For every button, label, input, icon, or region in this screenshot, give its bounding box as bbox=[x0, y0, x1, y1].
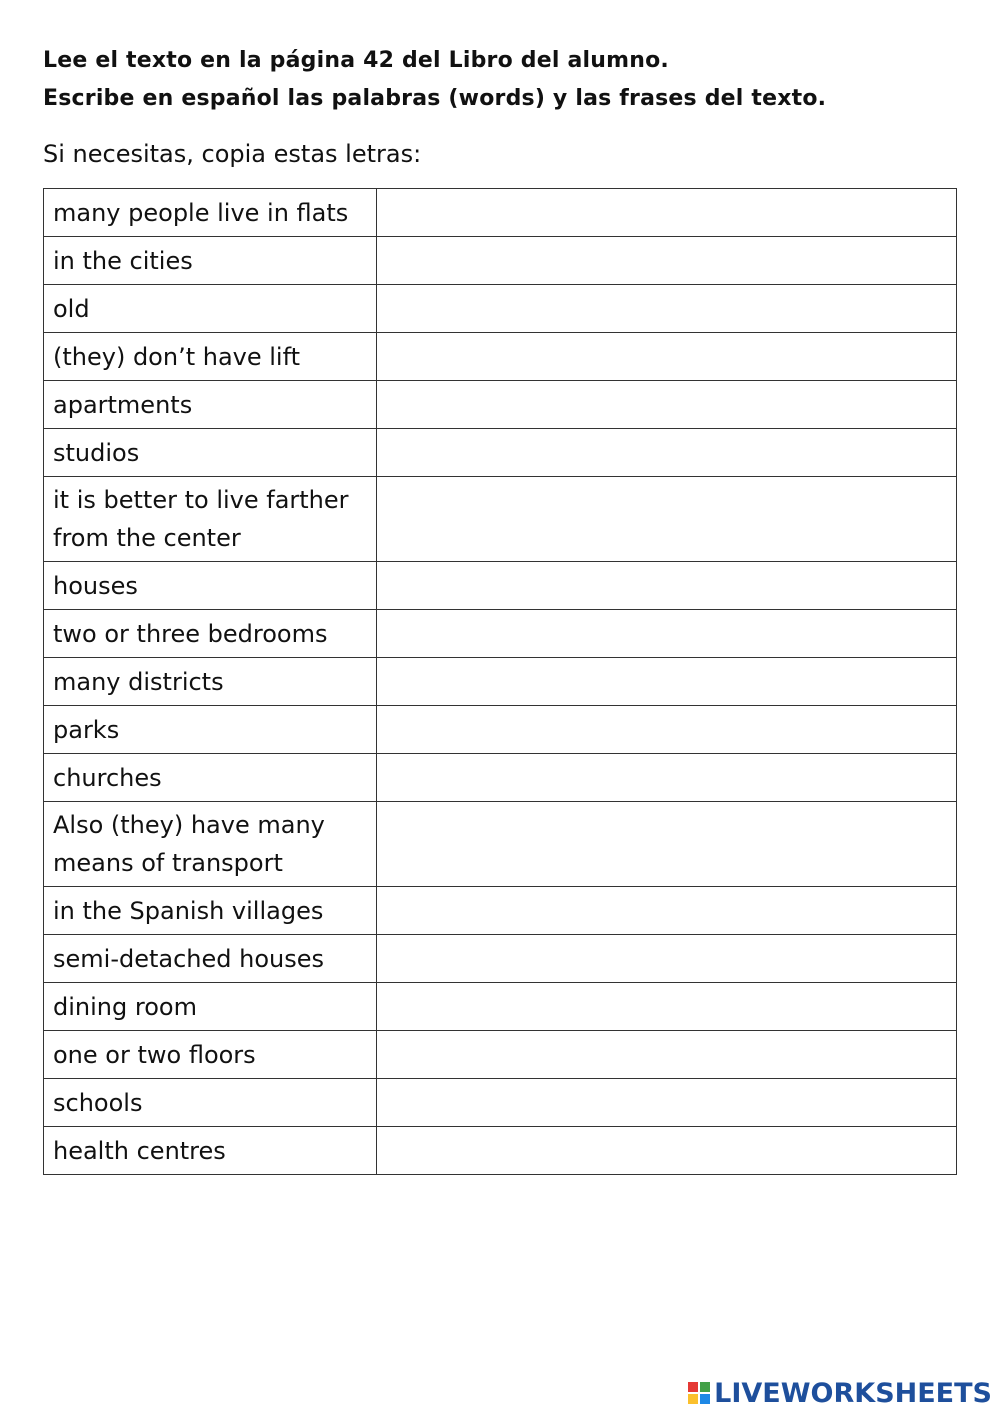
english-phrase-cell: old bbox=[44, 285, 377, 333]
spanish-answer-cell[interactable] bbox=[377, 1031, 957, 1079]
spanish-answer-cell[interactable] bbox=[377, 802, 957, 887]
logo-square bbox=[688, 1382, 698, 1392]
english-phrase-cell: studios bbox=[44, 429, 377, 477]
english-phrase-cell: health centres bbox=[44, 1127, 377, 1175]
spanish-answer-cell[interactable] bbox=[377, 983, 957, 1031]
spanish-answer-cell[interactable] bbox=[377, 429, 957, 477]
english-phrase-cell: (they) don’t have lift bbox=[44, 333, 377, 381]
table-row bbox=[44, 706, 957, 754]
table-row bbox=[44, 237, 957, 285]
english-phrase-cell: in the cities bbox=[44, 237, 377, 285]
english-phrase-cell: Also (they) have many means of transport bbox=[44, 802, 377, 887]
spanish-answer-cell[interactable] bbox=[377, 333, 957, 381]
english-phrase-cell: dining room bbox=[44, 983, 377, 1031]
spanish-answer-cell[interactable] bbox=[377, 1127, 957, 1175]
table-row bbox=[44, 754, 957, 802]
instruction-line-2: Escribe en español las palabras (words) y las frases del texto. bbox=[43, 86, 827, 111]
english-phrase-cell: houses bbox=[44, 562, 377, 610]
english-phrase-cell: many districts bbox=[44, 658, 377, 706]
table-row bbox=[44, 935, 957, 983]
english-phrase-cell: it is better to live farther from the center bbox=[44, 477, 377, 562]
english-phrase-cell: apartments bbox=[44, 381, 377, 429]
spanish-answer-cell[interactable] bbox=[377, 381, 957, 429]
table-row bbox=[44, 1079, 957, 1127]
table-row bbox=[44, 1031, 957, 1079]
table-row bbox=[44, 610, 957, 658]
spanish-answer-cell[interactable] bbox=[377, 754, 957, 802]
table-row bbox=[44, 429, 957, 477]
spanish-answer-cell[interactable] bbox=[377, 935, 957, 983]
spanish-answer-cell[interactable] bbox=[377, 887, 957, 935]
english-phrase-cell: one or two floors bbox=[44, 1031, 377, 1079]
english-phrase-cell: schools bbox=[44, 1079, 377, 1127]
table-row bbox=[44, 983, 957, 1031]
spanish-answer-cell[interactable] bbox=[377, 285, 957, 333]
table-row bbox=[44, 381, 957, 429]
table-row bbox=[44, 562, 957, 610]
spanish-answer-cell[interactable] bbox=[377, 237, 957, 285]
logo-square bbox=[700, 1394, 710, 1404]
spanish-answer-cell[interactable] bbox=[377, 658, 957, 706]
instruction-line-1: Lee el texto en la página 42 del Libro del alumno. bbox=[43, 48, 669, 73]
spanish-answer-cell[interactable] bbox=[377, 477, 957, 562]
table-row bbox=[44, 1127, 957, 1175]
english-phrase-cell: semi-detached houses bbox=[44, 935, 377, 983]
vocabulary-table bbox=[43, 188, 957, 1175]
spanish-answer-cell[interactable] bbox=[377, 189, 957, 237]
english-phrase-cell: in the Spanish villages bbox=[44, 887, 377, 935]
table-row bbox=[44, 887, 957, 935]
table-row bbox=[44, 658, 957, 706]
english-phrase-cell: many people live in flats bbox=[44, 189, 377, 237]
spanish-answer-cell[interactable] bbox=[377, 706, 957, 754]
spanish-answer-cell[interactable] bbox=[377, 1079, 957, 1127]
english-phrase-cell: churches bbox=[44, 754, 377, 802]
table-row bbox=[44, 285, 957, 333]
table-row bbox=[44, 333, 957, 381]
table-row bbox=[44, 189, 957, 237]
logo-text: LIVEWORKSHEETS bbox=[714, 1377, 992, 1409]
spanish-answer-cell[interactable] bbox=[377, 562, 957, 610]
hint-text: Si necesitas, copia estas letras: bbox=[43, 140, 422, 168]
logo-square bbox=[700, 1382, 710, 1392]
logo-mark-icon bbox=[688, 1382, 710, 1404]
table-row bbox=[44, 802, 957, 887]
english-phrase-cell: parks bbox=[44, 706, 377, 754]
table-row bbox=[44, 477, 957, 562]
liveworksheets-logo bbox=[688, 1379, 992, 1407]
english-phrase-cell: two or three bedrooms bbox=[44, 610, 377, 658]
spanish-answer-cell[interactable] bbox=[377, 610, 957, 658]
logo-square bbox=[688, 1394, 698, 1404]
